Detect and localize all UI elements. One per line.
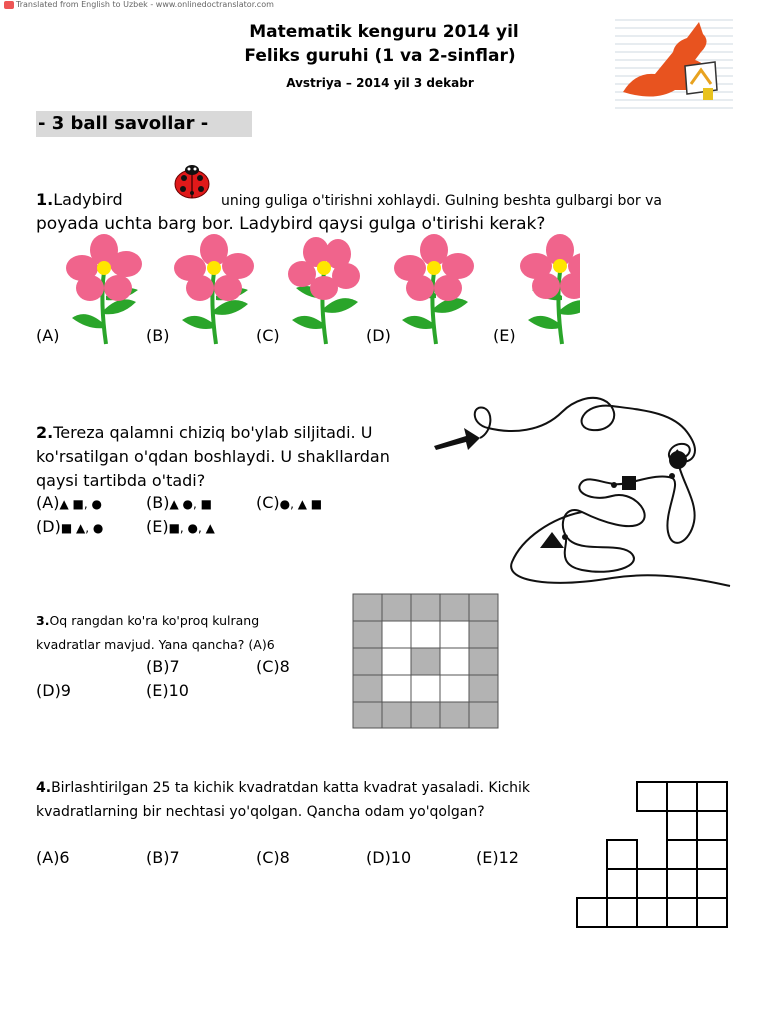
q1-option-d[interactable]: (D): [366, 326, 391, 345]
maze-path-diagram: [432, 392, 732, 592]
flower-d: [394, 234, 474, 344]
q3-option-d[interactable]: (D)9: [36, 681, 71, 700]
page-title: Matematik kenguru 2014 yil: [249, 22, 519, 42]
q3-text-line1: 3.Oq rangdan ko'ra ko'proq kulrang: [36, 613, 260, 628]
start-arrow-icon: [434, 428, 480, 450]
flower-e: [520, 234, 580, 344]
flower-c: [288, 237, 360, 344]
kangaroo-logo: [615, 12, 733, 116]
q2-option-c[interactable]: (C)●, ▲ ■: [256, 493, 323, 512]
q4-option-b[interactable]: (B)7: [146, 848, 180, 867]
q4-option-c[interactable]: (C)8: [256, 848, 290, 867]
square-shape-icon: [622, 476, 636, 490]
flower-a: [66, 234, 142, 344]
q2-text-line1: 2.Tereza qalamni chiziq bo'ylab siljitadi. U: [36, 423, 373, 442]
q3-option-b[interactable]: (B)7: [146, 657, 180, 676]
q4-option-d[interactable]: (D)10: [366, 848, 412, 867]
q4-text-line1: 4.Birlashtirilgan 25 ta kichik kvadratdan katta kvadrat yasaladi. Kichik: [36, 780, 531, 796]
q3-grid: [352, 593, 499, 729]
section-header: - 3 ball savollar -: [36, 111, 252, 137]
q1-text-rest: uning guliga o'tirishni xohlaydi. Gulning beshta gulbargi bor va: [221, 193, 662, 209]
q2-text-line2: ko'rsatilgan o'qdan boshlaydi. U shakllardan: [36, 447, 390, 466]
q2-option-e[interactable]: (E)■, ●, ▲: [146, 517, 215, 536]
translator-icon: [4, 1, 14, 9]
circle-shape-icon: [669, 451, 687, 469]
q4-staircase-grid: [575, 781, 731, 929]
q2-text-line3: qaysi tartibda o'tadi?: [36, 471, 206, 490]
q1-option-b[interactable]: (B): [146, 326, 170, 345]
q2-option-b[interactable]: (B)▲ ●, ■: [146, 493, 212, 512]
q1-text-line2: poyada uchta barg bor. Ladybird qaysi gulga o'tirishi kerak?: [36, 214, 546, 234]
group-title: Feliks guruhi (1 va 2-sinflar): [244, 46, 516, 66]
q1-option-e[interactable]: (E): [493, 326, 516, 345]
translator-banner[interactable]: Translated from English to Uzbek - www.onlinedoctranslator.com: [4, 0, 274, 9]
q2-option-a[interactable]: (A)▲ ■, ●: [36, 493, 102, 512]
q2-option-d[interactable]: (D)■ ▲, ●: [36, 517, 104, 536]
q4-option-a[interactable]: (A)6: [36, 848, 70, 867]
subtitle: Avstriya – 2014 yil 3 dekabr: [286, 76, 474, 90]
q1-option-c[interactable]: (C): [256, 326, 280, 345]
q4-text-line2: kvadratlarning bir nechtasi yo'qolgan. Qancha odam yo'qolgan?: [36, 804, 485, 820]
q4-option-e[interactable]: (E)12: [476, 848, 519, 867]
flower-b: [174, 234, 254, 344]
ladybird-icon: [170, 162, 214, 202]
q1-option-a[interactable]: (A): [36, 326, 60, 345]
q3-option-e[interactable]: (E)10: [146, 681, 189, 700]
q3-text-line2: kvadratlar mavjud. Yana qancha? (A)6: [36, 637, 275, 652]
triangle-shape-icon: [540, 532, 564, 548]
q3-option-c[interactable]: (C)8: [256, 657, 290, 676]
q1-text-line1: 1.Ladybird: [36, 190, 123, 209]
